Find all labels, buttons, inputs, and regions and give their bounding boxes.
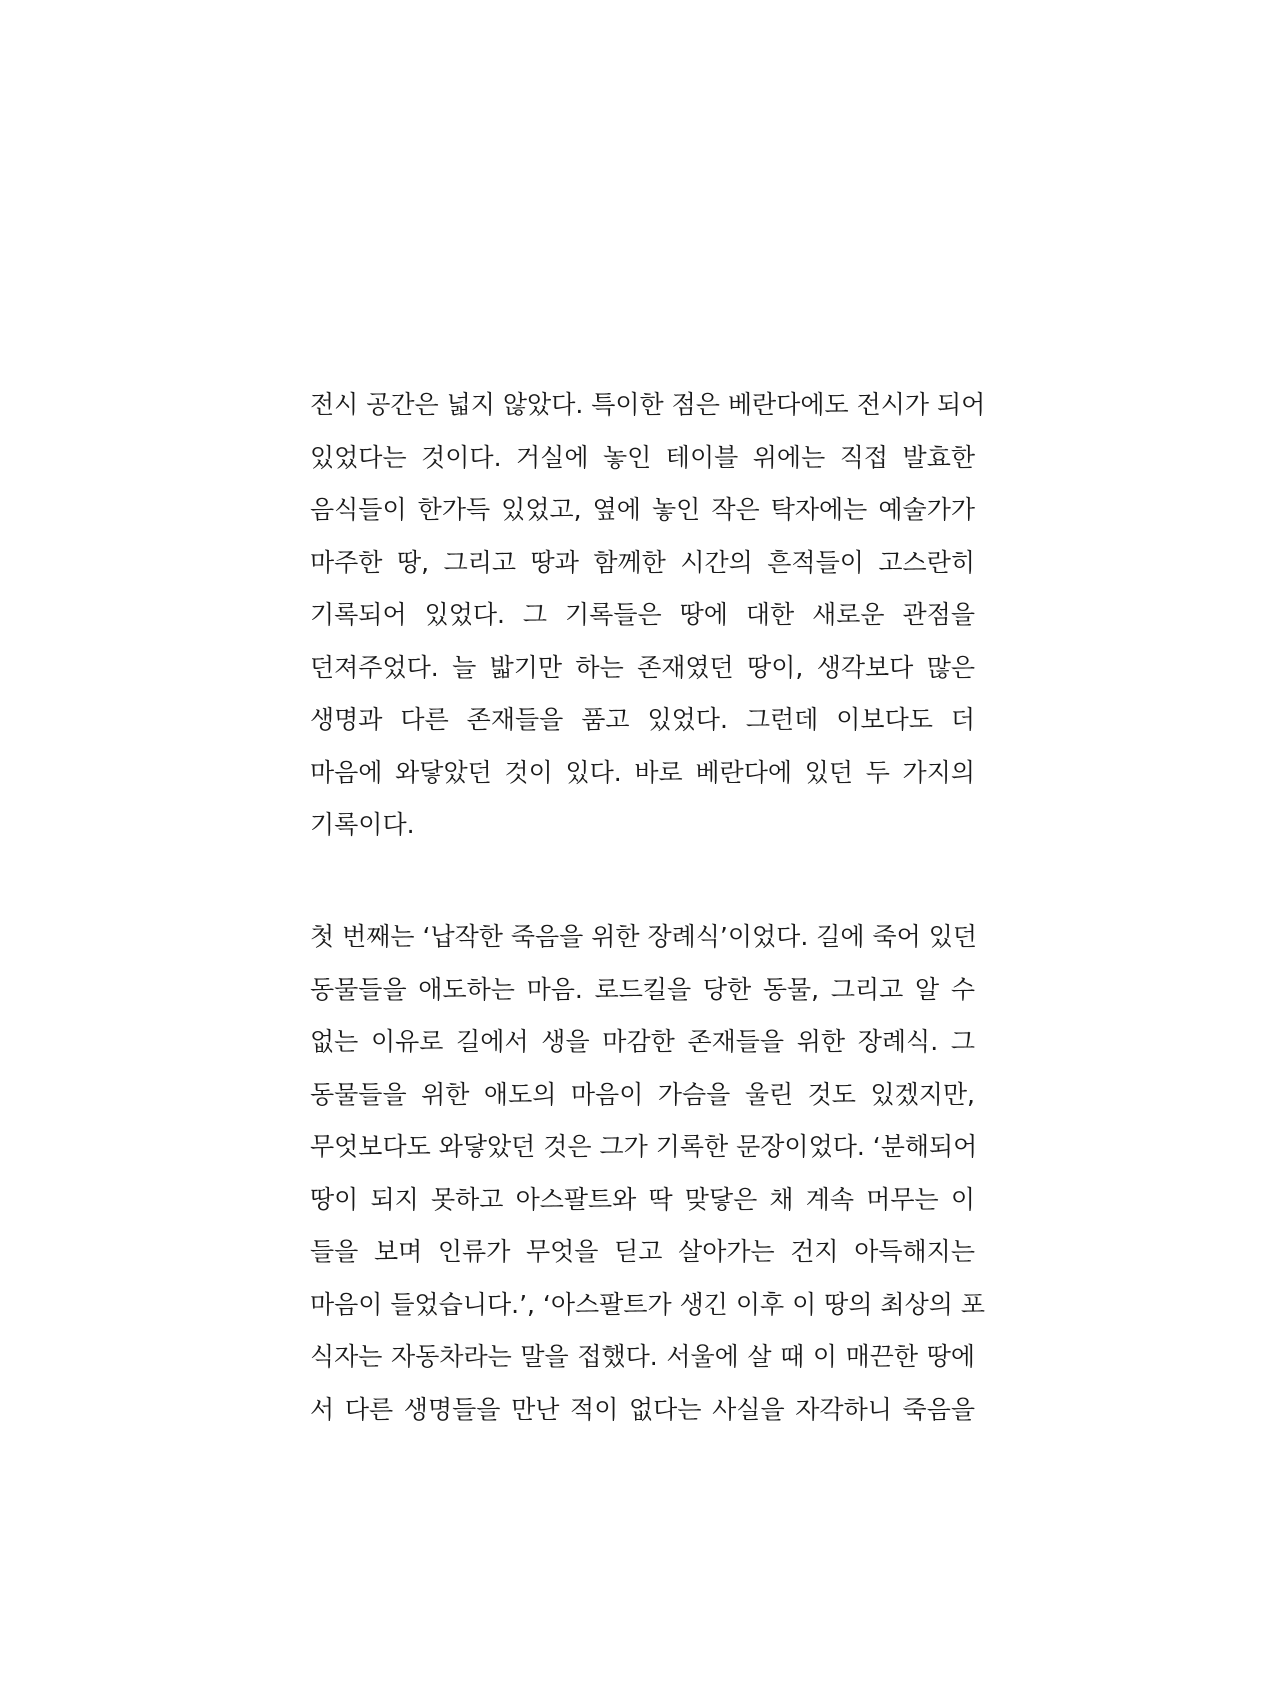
text-line: 마음이 들었습니다.’, ‘아스팔트가 생긴 이후 이 땅의 최상의 포 (310, 1289, 985, 1319)
text-line: 식자는 자동차라는 말을 접했다. 서울에 살 때 이 매끈한 땅에 (310, 1342, 975, 1371)
text-line: 던져주었다. 늘 밟기만 하는 존재였던 땅이, 생각보다 많은 (310, 652, 975, 682)
text-line: 마주한 땅, 그리고 땅과 함께한 시간의 흔적들이 고스란히 (310, 547, 975, 577)
text-line: 첫 번째는 ‘납작한 죽음을 위한 장례식’이었다. 길에 죽어 있던 (310, 922, 978, 951)
text-line: 무엇보다도 와닿았던 것은 그가 기록한 문장이었다. ‘분해되어 (310, 1132, 978, 1161)
text-line: 마음에 와닿았던 것이 있다. 바로 베란다에 있던 두 가지의 (310, 757, 975, 787)
paragraph-2 (310, 911, 985, 1436)
text-line: 동물들을 애도하는 마음. 로드킬을 당한 동물, 그리고 알 수 (310, 974, 975, 1004)
text-line: 전시 공간은 넓지 않았다. 특이한 점은 베란다에도 전시가 되어 (310, 390, 986, 419)
text-line: 서 다른 생명들을 만난 적이 없다는 사실을 자각하니 죽음을 (310, 1394, 975, 1424)
text-line: 음식들이 한가득 있었고, 옆에 놓인 작은 탁자에는 예술가가 (310, 495, 975, 524)
text-line: 없는 이유로 길에서 생을 마감한 존재들을 위한 장례식. 그 (310, 1027, 975, 1056)
text-line: 기록이다. (310, 810, 415, 839)
text-line: 생명과 다른 존재들을 품고 있었다. 그런데 이보다도 더 (310, 705, 975, 734)
text-line: 들을 보며 인류가 무엇을 딛고 살아가는 건지 아득해지는 (310, 1237, 975, 1266)
text-line: 있었다는 것이다. 거실에 놓인 테이블 위에는 직접 발효한 (310, 442, 975, 472)
text-line: 동물들을 위한 애도의 마음이 가슴을 울린 것도 있겠지만, (310, 1079, 975, 1109)
text-line: 기록되어 있었다. 그 기록들은 땅에 대한 새로운 관점을 (310, 600, 975, 629)
text-line: 땅이 되지 못하고 아스팔트와 딱 맞닿은 채 계속 머무는 이 (310, 1184, 975, 1214)
paragraph-1 (310, 379, 986, 852)
